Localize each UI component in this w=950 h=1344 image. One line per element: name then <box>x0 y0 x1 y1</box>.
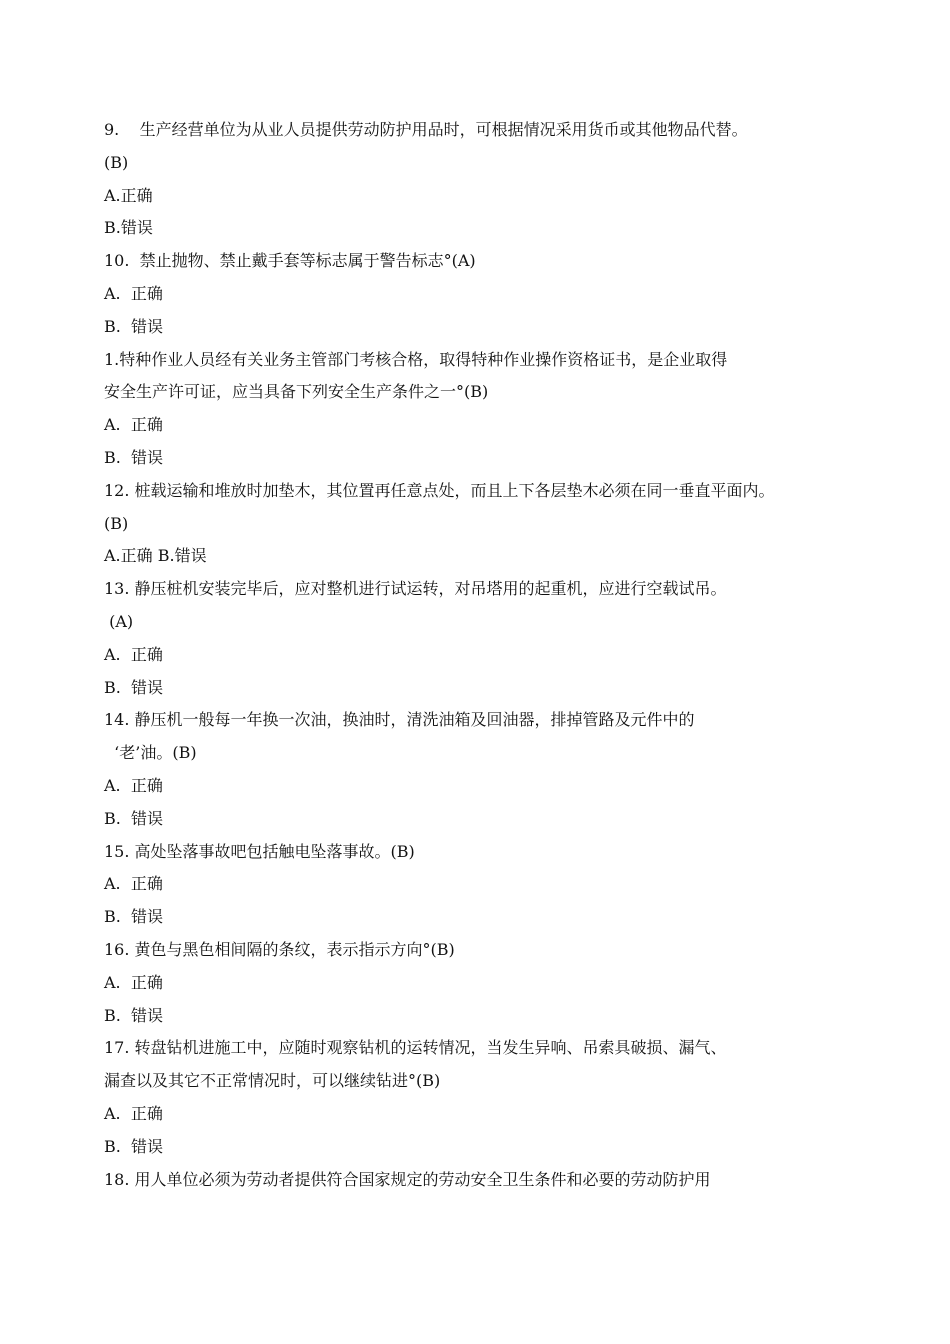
question-9-text: 9. 生产经营单位为从业人员提供劳动防护用品时，可根据情况采用货币或其他物品代替。 <box>104 120 748 139</box>
question-9-option-a: A.正确 <box>104 186 153 205</box>
question-16-option-a: A. 正确 <box>104 973 163 992</box>
question-10-text: 10. 禁止抛物、禁止戴手套等标志属于警告标志°(A) <box>104 251 476 270</box>
question-17-option-b: B. 错误 <box>104 1137 164 1156</box>
question-14-text-cont: ‘老’油。(B) <box>104 743 197 762</box>
question-14-text: 14. 静压机一般每一年换一次油，换油时，清洗油箱及回油器，排掉管路及元件中的 <box>104 710 695 729</box>
question-12-text: 12. 桩载运输和堆放时加垫木，其位置再任意点处，而且上下各层垫木必须在同一垂直平面内。 <box>104 481 775 500</box>
question-10-option-a: A. 正确 <box>104 284 163 303</box>
question-16-text: 16. 黄色与黑色相间隔的条纹，表示指示方向°(B) <box>104 940 455 959</box>
question-10-option-b: B. 错误 <box>104 317 164 336</box>
question-13-text: 13. 静压桩机安装完毕后，应对整机进行试运转，对吊塔用的起重机，应进行空载试吊。 <box>104 579 727 598</box>
question-12-answer: (B) <box>104 514 129 533</box>
question-13-option-a: A. 正确 <box>104 645 163 664</box>
question-17-text: 17. 转盘钻机进施工中，应随时观察钻机的运转情况，当发生异响、吊索具破损、漏气、 <box>104 1038 727 1057</box>
question-13-answer: (A) <box>104 612 134 631</box>
question-12-options: A.正确 B.错误 <box>104 546 207 565</box>
question-11-text: 1.特种作业人员经有关业务主管部门考核合格，取得特种作业操作资格证书，是企业取得 <box>104 350 728 369</box>
question-9-answer: (B) <box>104 153 129 172</box>
question-15-option-b: B. 错误 <box>104 907 164 926</box>
question-14-option-b: B. 错误 <box>104 809 164 828</box>
question-17-option-a: A. 正确 <box>104 1104 163 1123</box>
question-17-text-cont: 漏查以及其它不正常情况时，可以继续钻进°(B) <box>104 1071 441 1090</box>
question-11-option-b: B. 错误 <box>104 448 164 467</box>
question-15-option-a: A. 正确 <box>104 874 163 893</box>
question-14-option-a: A. 正确 <box>104 776 163 795</box>
question-11-option-a: A. 正确 <box>104 415 163 434</box>
question-11-text-cont: 安全生产许可证，应当具备下列安全生产条件之一°(B) <box>104 382 489 401</box>
question-13-option-b: B. 错误 <box>104 678 164 697</box>
question-9-option-b: B.错误 <box>104 218 153 237</box>
question-16-option-b: B. 错误 <box>104 1006 164 1025</box>
question-18-text: 18. 用人单位必须为劳动者提供符合国家规定的劳动安全卫生条件和必要的劳动防护用 <box>104 1170 711 1189</box>
question-15-text: 15. 高处坠落事故吧包括触电坠落事故。(B) <box>104 842 415 861</box>
